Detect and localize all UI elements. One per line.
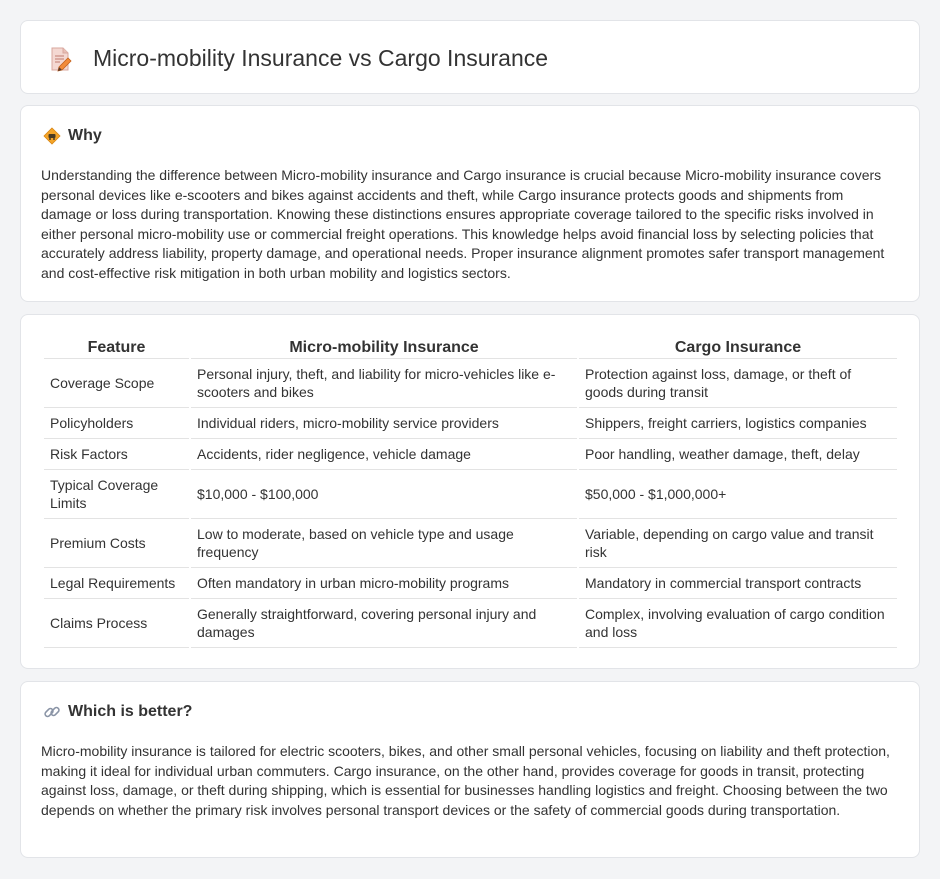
why-section bbox=[20, 105, 920, 302]
page-title: Micro-mobility Insurance vs Cargo Insurance bbox=[93, 45, 549, 71]
why-heading: Why bbox=[68, 127, 102, 144]
which-better-section bbox=[20, 681, 920, 858]
table-row bbox=[44, 408, 897, 439]
micro-mobility-cell: Generally straightforward, covering personal injury and damages bbox=[191, 599, 577, 648]
title-row bbox=[47, 45, 548, 72]
micro-mobility-cell: Often mandatory in urban micro-mobility programs bbox=[191, 568, 577, 599]
cargo-cell: $50,000 - $1,000,000+ bbox=[579, 470, 897, 519]
comparison-section bbox=[20, 314, 920, 669]
link-icon bbox=[43, 703, 61, 721]
why-text: Understanding the difference between Micro-mobility insurance and Cargo insurance is crucial because Micro-mobility insurance covers personal devices like e-scooters and bikes against accidents and theft, while Cargo insurance protects goods and shipments from damage or loss during transportation. Knowing these distinctions ensures appropriate coverage tailored to the specific risks involved in either personal micro-mobility use or commercial freight operations. This knowledge helps avoid financial loss by selecting policies that accurately address liability, property damage, and operational needs. Proper insurance alignment promotes safer transport management and cost-effective risk mitigation in both urban mobility and logistics sectors. bbox=[41, 167, 885, 281]
cargo-cell: Protection against loss, damage, or theft of goods during transit bbox=[579, 359, 897, 408]
cargo-cell: Poor handling, weather damage, theft, delay bbox=[579, 439, 897, 470]
cargo-cell: Complex, involving evaluation of cargo condition and loss bbox=[579, 599, 897, 648]
micro-mobility-cell: $10,000 - $100,000 bbox=[191, 470, 577, 519]
comparison-table bbox=[42, 335, 899, 648]
warning-diamond-icon bbox=[43, 127, 61, 145]
micro-mobility-cell: Low to moderate, based on vehicle type and usage frequency bbox=[191, 519, 577, 568]
table-row bbox=[44, 439, 897, 470]
feature-cell: Premium Costs bbox=[44, 519, 189, 568]
feature-cell: Risk Factors bbox=[44, 439, 189, 470]
better-heading: Which is better? bbox=[68, 703, 193, 720]
feature-cell: Coverage Scope bbox=[44, 359, 189, 408]
better-text: Micro-mobility insurance is tailored for electric scooters, bikes, and other small personal vehicles, focusing on liability and theft protection, making it ideal for individual urban commuters. Cargo insurance, on the other hand, provides coverage for goods in transit, protecting against loss, damage, or theft during shipping, which is essential for businesses handling logistics and freight. Choosing between the two depends on whether the primary risk involves personal transport devices or the safety of commercial goods during transportation. bbox=[41, 743, 890, 818]
feature-cell: Typical Coverage Limits bbox=[44, 470, 189, 519]
cargo-cell: Shippers, freight carriers, logistics companies bbox=[579, 408, 897, 439]
title-card bbox=[20, 20, 920, 94]
table-header-row bbox=[44, 335, 897, 359]
better-heading-row bbox=[43, 703, 192, 721]
cargo-cell: Mandatory in commercial transport contracts bbox=[579, 568, 897, 599]
header-feature: Feature bbox=[44, 335, 189, 359]
table-row bbox=[44, 470, 897, 519]
cargo-cell: Variable, depending on cargo value and transit risk bbox=[579, 519, 897, 568]
header-micro-mobility: Micro-mobility Insurance bbox=[191, 335, 577, 359]
micro-mobility-cell: Personal injury, theft, and liability for micro-vehicles like e-scooters and bikes bbox=[191, 359, 577, 408]
table-row bbox=[44, 359, 897, 408]
micro-mobility-cell: Individual riders, micro-mobility service providers bbox=[191, 408, 577, 439]
feature-cell: Claims Process bbox=[44, 599, 189, 648]
why-heading-row bbox=[43, 127, 102, 145]
micro-mobility-cell: Accidents, rider negligence, vehicle damage bbox=[191, 439, 577, 470]
document-pencil-icon bbox=[47, 46, 73, 72]
feature-cell: Legal Requirements bbox=[44, 568, 189, 599]
feature-cell: Policyholders bbox=[44, 408, 189, 439]
table-row bbox=[44, 568, 897, 599]
table-row bbox=[44, 599, 897, 648]
header-cargo: Cargo Insurance bbox=[579, 335, 897, 359]
table-row bbox=[44, 519, 897, 568]
